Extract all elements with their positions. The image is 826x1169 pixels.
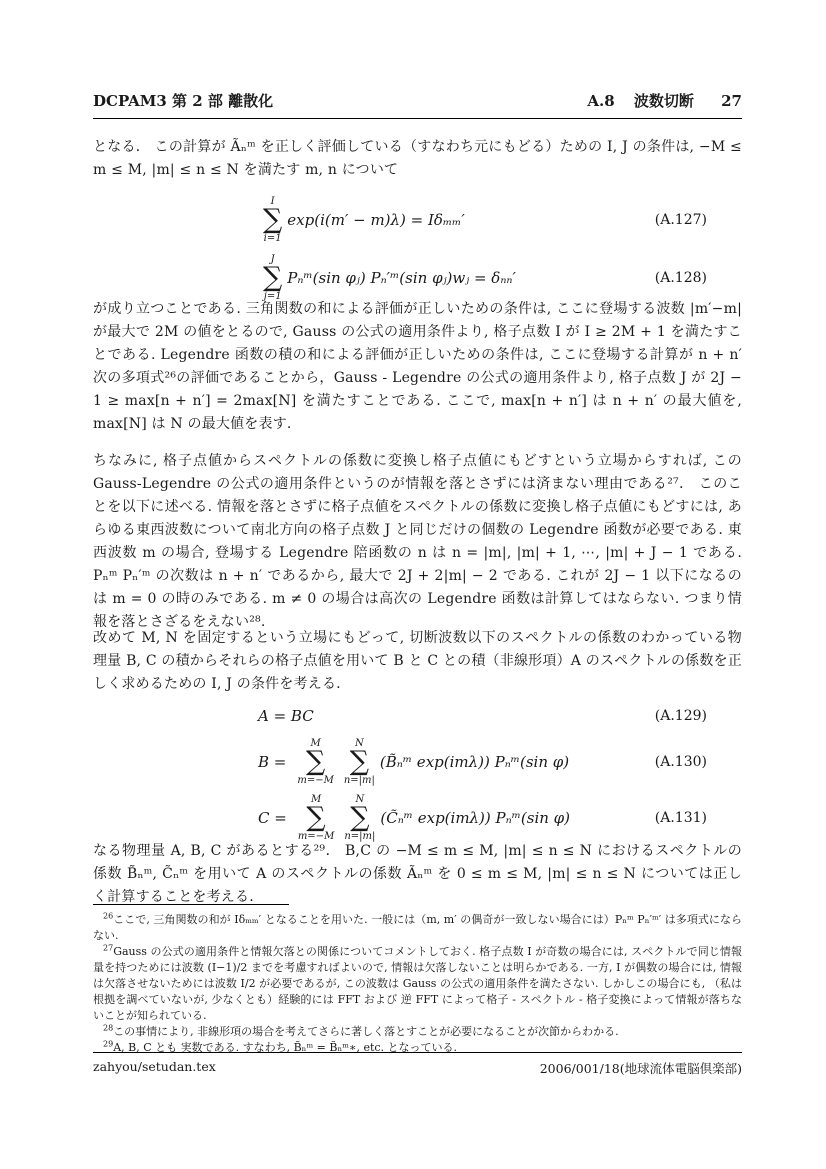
sigma-icon: ∑: [349, 746, 369, 777]
sum-symbol: [297, 738, 333, 786]
paragraph-information-loss: ちなみに, 格子点値からスペクトルの係数に変換し格子点値にもどすという立場からすれば, この Gauss-Legendre の公式の適用条件というのが情報を落とさずには済まない理由である²⁷． このことを以下に述べる. 情報を落とさずに格子点値をスペクトルの係数に変換し格子点値にもどすには, あらゆる東西波数について南北方向の格子点数 J と同じだけの個数の Legendre 函数が必要である. 東西波数 m の場合, 登場する Legendre 陪函数の n は n = |m|, |m| + 1, ⋯, |m| + J − 1 である. Pₙᵐ Pₙ′ᵐ の次数は n + n′ であるから, 最大で 2J + 2|m| − 2 である. これが 2J − 1 以下になるのは m = 0 の時のみである. m ≠ 0 の場合は高次の Legendre 函数は計算してはならない. つまり情報を落とさざるをえない²⁸.: [93, 453, 742, 630]
equation-body: Pₙᵐ(sin φⱼ) Pₙ′ᵐ(sin φⱼ)wⱼ = δₙₙ′: [287, 269, 516, 287]
sum-symbol: [344, 794, 375, 842]
equation-a131: [93, 794, 742, 842]
footnote-marker: 27: [103, 943, 114, 953]
equation-number: (A.131): [654, 810, 707, 826]
equation-a127: [93, 196, 742, 244]
equation-number: (A.129): [654, 708, 707, 724]
equation-lhs: B =: [258, 753, 287, 771]
sum-lower-limit: j=1: [263, 291, 282, 302]
page-header: [93, 90, 742, 119]
sum-lower-limit: i=1: [263, 233, 282, 244]
source-file-name: zahyou/setudan.tex: [93, 1059, 216, 1074]
sum-upper-limit: M: [310, 738, 321, 749]
section-title: 波数切断: [633, 92, 694, 110]
equation-body: exp(i(m′ − m)λ) = Iδₘₘ′: [287, 211, 465, 229]
footnote-rule: [93, 904, 289, 905]
footnote-section: [93, 904, 742, 1056]
footnote-text: Gauss の公式の適用条件と情報欠落との関係についてコメントしておく. 格子点数 I が奇数の場合には, スペクトルで同じ情報量を持つためには波数 (I−1)/2 までを考慮すればよいので, 情報は欠落しないことは明らかである. 一方, I が偶数の場合には, 情報は欠落させないためには波数 I/2 が必要であるが, この波数は Gauss の公式の適用条件を満たさない. しかしこの場合にも, （私は根拠を調べていないが, 少なくとも）経験的には FFT および 逆 FFT によって格子 - スペクトル - 格子変換によって情報が落ちないことが知られている.: [93, 945, 742, 1022]
sum-lower-limit: n=|m|: [343, 775, 375, 786]
equation-group-2: [93, 706, 742, 842]
sum-symbol: [344, 738, 375, 786]
equation-number: (A.127): [654, 212, 707, 228]
equation-number: (A.128): [654, 270, 707, 286]
sum-symbol: [263, 254, 282, 302]
equation-number: (A.130): [654, 754, 707, 770]
section-header: [573, 90, 742, 111]
page-footer: [93, 1052, 742, 1077]
footnote-marker: 28: [103, 1023, 114, 1033]
sum-upper-limit: J: [270, 254, 275, 265]
sigma-icon: ∑: [306, 802, 326, 833]
paragraph-nonlinear-setup: 改めて M, N を固定するという立場にもどって, 切断波数以下のスペクトルの係数のわかっている物理量 B, C の積からそれらの格子点値を用いて B と C との積（非線形項）A のスペクトルの係数を正しく求めるための I, J の条件を考える.: [93, 630, 742, 692]
sum-lower-limit: m=−M: [297, 831, 335, 842]
running-title: DCPAM3 第 2 部 離散化: [93, 92, 274, 110]
equation-a128: [93, 254, 742, 302]
sum-upper-limit: M: [310, 794, 322, 805]
footnote-text: A, B, C とも 実数である. すなわち, B̃ₙᵐ = B̃ₙᵐ∗, etc. となっている.: [113, 1041, 458, 1054]
sum-lower-limit: n=|m|: [344, 831, 376, 842]
equation-a129: [93, 706, 742, 726]
sum-symbol: [263, 196, 282, 244]
footer-date-credit: 2006/001/18(地球流体電脳倶楽部): [539, 1061, 742, 1076]
sum-symbol: [298, 794, 334, 842]
sum-upper-limit: N: [354, 738, 364, 749]
footnote-27: [93, 944, 742, 1024]
sigma-icon: ∑: [263, 262, 283, 293]
sum-lower-limit: m=−M: [297, 775, 334, 786]
footnote-28: [93, 1024, 742, 1040]
footnote-marker: 26: [103, 911, 114, 921]
paragraph-gauss-conditions: が成り立つことである. 三角関数の和による評価が正しいための条件は, ここに登場する波数 |m′−m| が最大で 2M の値をとるので, Gauss の公式の適用条件より, 格子点数 I が I ≥ 2M + 1 を満たすことである. Legendre 函数の積の和による評価が正しいための条件は, ここに登場する計算が n + n′ 次の多項式²⁶の評価であることから，Gauss - Legendre の公式の適用条件より, 格子点数 J が 2J − 1 ≥ max[n + n′] = 2max[N] を満たすことである. ここで, max[n + n′] は n + n′ の最大値を, max[N] は N の最大値を表す.: [93, 301, 742, 432]
equation-lhs: C =: [258, 809, 287, 827]
footnote-26: [93, 912, 742, 944]
equation-body: A = BC: [258, 707, 314, 725]
sigma-icon: ∑: [263, 204, 283, 235]
footnote-text: ここで, 三角関数の和が Iδₘₘ′ となることを用いた. 一般には（m, m′ の偶奇が一致しない場合には）Pₙᵐ Pₙ′ᵐ′ は多項式にならない.: [93, 913, 742, 942]
footnote-text: この事情により, 非線形項の場合を考えてさらに著しく落とすことが必要になることが次節からわかる.: [113, 1025, 619, 1038]
equation-group-1: [93, 196, 742, 302]
paragraph-intro: となる． この計算が Ãₙᵐ を正しく評価している（すなわち元にもどる）ための I, J の条件は, −M ≤ m ≤ M, |m| ≤ n ≤ N を満たす m, n について: [93, 139, 742, 178]
footnote-marker: 29: [103, 1039, 114, 1049]
page-number: 27: [721, 92, 742, 110]
sum-upper-limit: N: [355, 794, 365, 805]
equation-a130: [93, 738, 742, 786]
section-number: A.8: [587, 92, 615, 110]
equation-body: (C̃ₙᵐ exp(imλ)) Pₙᵐ(sin φ): [380, 809, 571, 827]
sum-upper-limit: I: [270, 196, 275, 207]
sigma-icon: ∑: [305, 746, 326, 777]
equation-body: (B̃ₙᵐ exp(imλ)) Pₙᵐ(sin φ): [379, 753, 570, 771]
paragraph-spectral-coefficients: なる物理量 A, B, C があるとする²⁹． B,C の −M ≤ m ≤ M, |m| ≤ n ≤ N におけるスペクトルの係数 B̃ₙᵐ, C̃ₙᵐ を用いて A のスペクトルの係数 Ãₙᵐ を 0 ≤ m ≤ M, |m| ≤ n ≤ N については正しく計算することを考える.: [93, 843, 742, 905]
sigma-icon: ∑: [350, 802, 370, 833]
